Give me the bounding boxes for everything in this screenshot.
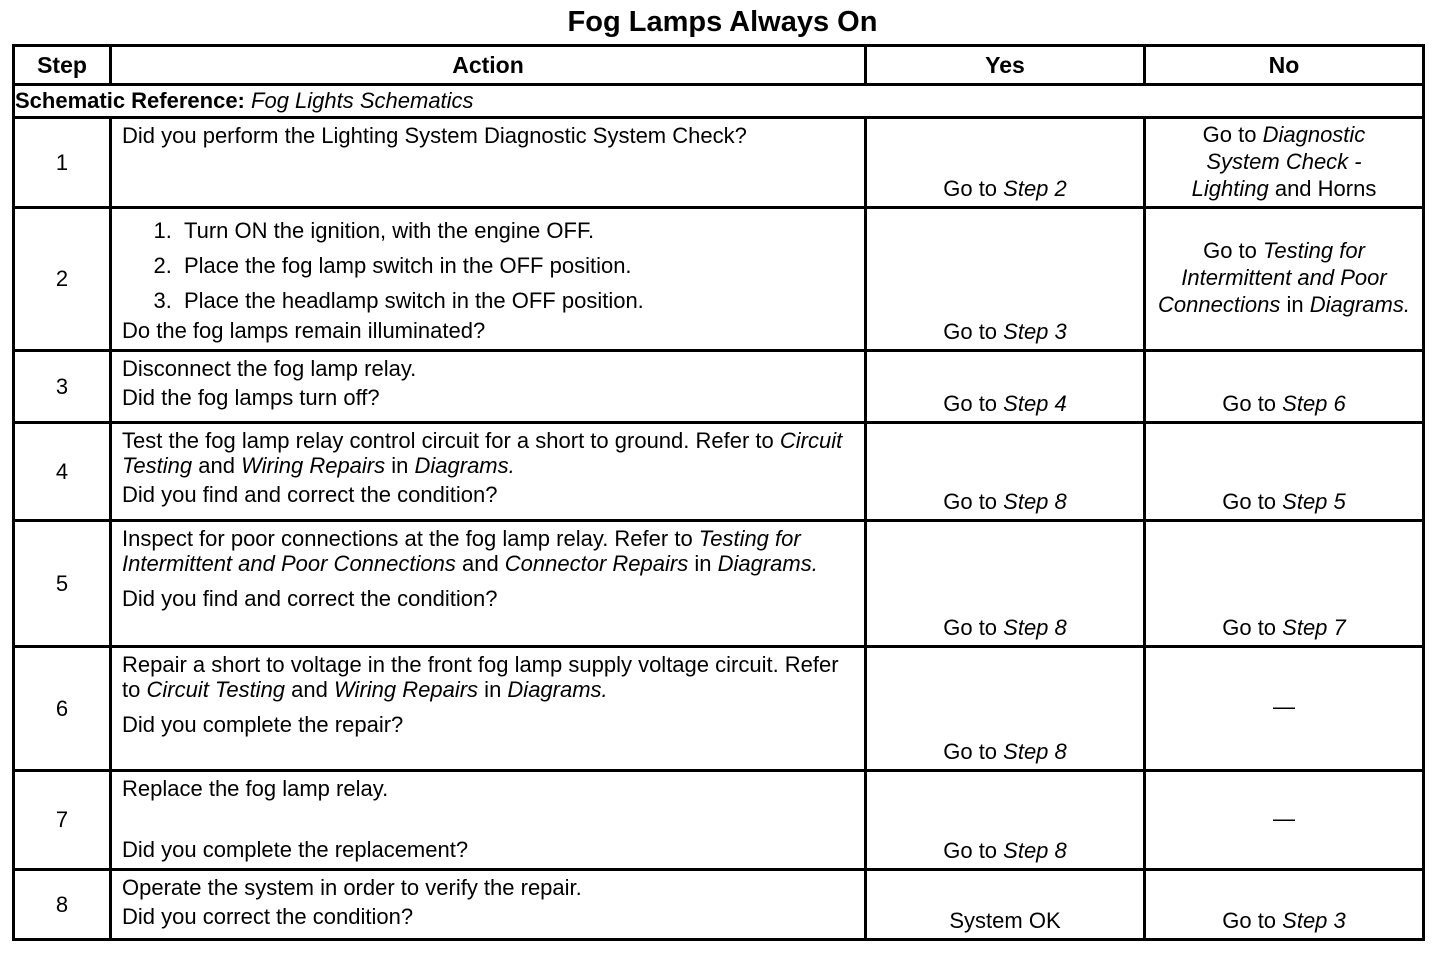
action-text-part: in	[385, 453, 415, 478]
action-cell	[111, 771, 866, 870]
yes-prefix: Go to	[943, 739, 1004, 764]
action-step-item: 2. Place the fog lamp switch in the OFF position.	[178, 248, 856, 283]
action-question: Did you complete the repair?	[122, 712, 404, 737]
table-row	[14, 647, 1424, 771]
table-row	[14, 771, 1424, 870]
no-cell	[1145, 351, 1424, 423]
yes-prefix: Go to	[943, 391, 1004, 416]
diagrams-link[interactable]: Diagrams.	[507, 677, 608, 702]
action-question: Did you find and correct the condition?	[122, 586, 498, 611]
schematic-reference-link[interactable]: Fog Lights Schematics	[251, 88, 474, 113]
no-cell	[1145, 423, 1424, 521]
action-text	[122, 526, 856, 576]
action-text-part: and	[192, 453, 242, 478]
action-cell	[111, 870, 866, 940]
action-text-part: and	[285, 677, 334, 702]
yes-cell	[866, 870, 1145, 940]
action-cell	[111, 647, 866, 771]
action-text-part: in	[478, 677, 508, 702]
table-header-row	[14, 46, 1424, 85]
action-text-part: Repair a short to voltage in the front fog lamp supply voltage circuit. Refer to	[122, 652, 839, 702]
no-prefix: Go to	[1202, 122, 1263, 147]
yes-step-link[interactable]: Step 4	[1003, 391, 1067, 416]
header-no: No	[1145, 46, 1424, 85]
schematic-reference-row	[14, 85, 1424, 118]
table-row	[14, 118, 1424, 208]
action-step-item: 1. Turn ON the ignition, with the engine OFF.	[178, 213, 856, 248]
no-prefix: Go to	[1222, 615, 1283, 640]
table-row	[14, 423, 1424, 521]
no-step-link[interactable]: Step 5	[1282, 489, 1346, 514]
schematic-reference	[14, 85, 1424, 118]
header-step: Step	[14, 46, 111, 85]
yes-prefix: Go to	[943, 838, 1004, 863]
yes-cell	[866, 647, 1145, 771]
no-dash: —	[1273, 694, 1295, 719]
step-number: 5	[14, 521, 111, 647]
no-cell	[1145, 521, 1424, 647]
yes-prefix: Go to	[943, 489, 1004, 514]
no-dash: —	[1273, 805, 1295, 831]
no-mid-text: in	[1280, 291, 1310, 317]
circuit-testing-link[interactable]: Circuit Testing	[122, 428, 843, 478]
no-prefix: Go to	[1222, 391, 1283, 416]
action-text-part: Inspect for poor connections at the fog lamp relay. Refer to	[122, 526, 699, 551]
action-text: Replace the fog lamp relay.	[122, 776, 389, 801]
action-step-item: 3. Place the headlamp switch in the OFF position.	[178, 283, 856, 318]
wiring-repairs-link[interactable]: Wiring Repairs	[241, 453, 386, 478]
schematic-reference-label: Schematic Reference:	[15, 88, 245, 113]
action-steps-list	[122, 213, 856, 318]
no-prefix: Go to	[1203, 237, 1263, 263]
step-number: 7	[14, 771, 111, 870]
step-number: 4	[14, 423, 111, 521]
wiring-repairs-link[interactable]: Wiring Repairs	[333, 677, 479, 702]
table-row	[14, 521, 1424, 647]
system-ok-text: System OK	[949, 908, 1061, 933]
action-text	[122, 652, 856, 702]
no-step-link[interactable]: Step 7	[1282, 615, 1346, 640]
action-question: Did you complete the replacement?	[122, 837, 469, 862]
diagnostic-table	[12, 44, 1425, 941]
intermittent-connections-link[interactable]: Testing for Intermittent and Poor Connections	[122, 526, 801, 576]
table-row	[14, 208, 1424, 351]
yes-step-link[interactable]: Step 2	[1003, 176, 1067, 201]
yes-cell	[866, 208, 1145, 351]
diagrams-link[interactable]: Diagrams.	[1309, 291, 1410, 317]
no-prefix: Go to	[1222, 908, 1283, 933]
yes-cell	[866, 118, 1145, 208]
action-cell	[111, 521, 866, 647]
intermittent-connections-link[interactable]: Testing for Intermittent and Poor Connections	[1158, 237, 1387, 317]
diagrams-link[interactable]: Diagrams.	[717, 551, 818, 576]
action-text	[122, 428, 856, 478]
step-number: 8	[14, 870, 111, 940]
action-text: Disconnect the fog lamp relay.	[122, 356, 417, 381]
horns-text: and Horns	[1268, 176, 1377, 201]
no-cell	[1145, 647, 1424, 771]
no-cell	[1145, 870, 1424, 940]
action-text-part: and	[455, 551, 505, 576]
action-question: Do the fog lamps remain illuminated?	[122, 318, 486, 343]
diagrams-link[interactable]: Diagrams.	[414, 453, 515, 478]
action-question: Did the fog lamps turn off?	[122, 385, 380, 410]
action-question: Did you correct the condition?	[122, 904, 414, 929]
no-cell	[1145, 771, 1424, 870]
page-title: Fog Lamps Always On	[567, 6, 878, 38]
yes-step-link[interactable]: Step 8	[1003, 838, 1067, 863]
action-text: Operate the system in order to verify the repair.	[122, 875, 582, 900]
yes-step-link[interactable]: Step 8	[1003, 489, 1067, 514]
yes-cell	[866, 423, 1145, 521]
action-text-part: Test the fog lamp relay control circuit for a short to ground. Refer to	[122, 428, 780, 453]
yes-step-link[interactable]: Step 3	[1003, 319, 1067, 344]
yes-step-link[interactable]: Step 8	[1003, 739, 1067, 764]
step-number: 3	[14, 351, 111, 423]
step-number: 6	[14, 647, 111, 771]
system-check-link[interactable]: System Check -	[1206, 149, 1362, 174]
yes-prefix: Go to	[943, 176, 1004, 201]
lighting-link[interactable]: Lighting	[1191, 176, 1269, 201]
no-step-link[interactable]: Step 3	[1282, 908, 1346, 933]
no-cell	[1145, 208, 1424, 351]
action-text-part: in	[688, 551, 718, 576]
header-yes: Yes	[866, 46, 1145, 85]
action-question: Did you find and correct the condition?	[122, 482, 498, 507]
yes-prefix: Go to	[943, 319, 1004, 344]
no-cell	[1145, 118, 1424, 208]
action-text: Did you perform the Lighting System Diagnostic System Check?	[122, 123, 747, 148]
diagnostic-link[interactable]: Diagnostic	[1262, 122, 1366, 147]
yes-prefix: Go to	[943, 615, 1004, 640]
table-row	[14, 351, 1424, 423]
action-cell	[111, 351, 866, 423]
yes-cell	[866, 521, 1145, 647]
yes-cell	[866, 351, 1145, 423]
step-number: 2	[14, 208, 111, 351]
action-cell	[111, 118, 866, 208]
step-number: 1	[14, 118, 111, 208]
no-step-link[interactable]: Step 6	[1282, 391, 1346, 416]
circuit-testing-link[interactable]: Circuit Testing	[146, 677, 286, 702]
connector-repairs-link[interactable]: Connector Repairs	[504, 551, 689, 576]
action-cell	[111, 423, 866, 521]
yes-step-link[interactable]: Step 8	[1003, 615, 1067, 640]
no-prefix: Go to	[1222, 489, 1283, 514]
table-row	[14, 870, 1424, 940]
yes-cell	[866, 771, 1145, 870]
header-action: Action	[111, 46, 866, 85]
action-cell	[111, 208, 866, 351]
